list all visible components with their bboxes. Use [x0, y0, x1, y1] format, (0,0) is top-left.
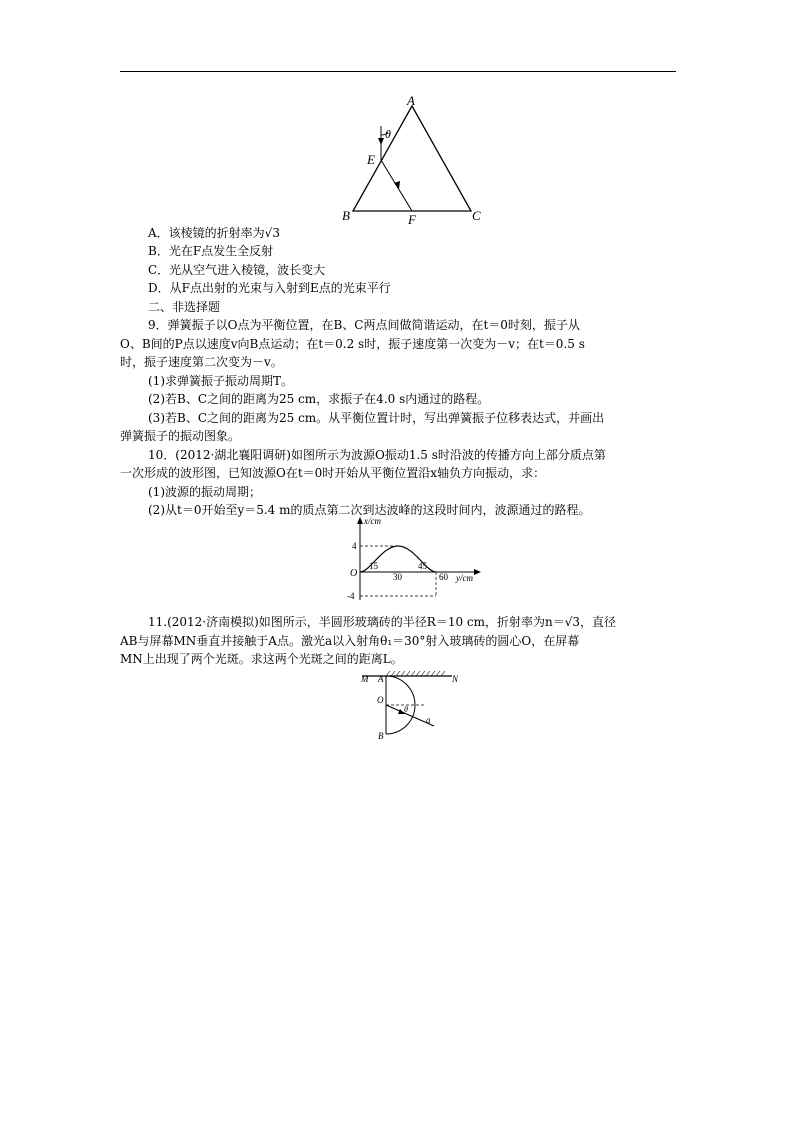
q9-part-1: (1)求弹簧振子振动周期T。 — [148, 374, 294, 388]
x-axis-arrow — [474, 569, 481, 575]
screen-hatch — [386, 671, 445, 676]
origin-label: O — [350, 568, 358, 579]
y-axis-label: x/cm — [364, 516, 381, 526]
tick-neg-4: -4 — [347, 591, 355, 601]
label-c: C — [472, 208, 481, 223]
q10-line-2: 一次形成的波形图，已知波源O在t＝0时开始从平衡位置沿x轴负方向振动，求： — [120, 466, 546, 480]
option-d: D．从F点出射的光束与入射到E点的光束平行 — [148, 281, 391, 295]
tick-15: 15 — [369, 561, 378, 571]
label-theta: θ — [385, 127, 391, 141]
q10-part-1: (1)波源的振动周期； — [148, 485, 261, 499]
q11-line-1: 11.(2012·济南模拟)如图所示，半圆形玻璃砖的半径R＝10 cm，折射率为n＝√3，直径 — [148, 615, 617, 629]
q9-part-3: (3)若B、C之间的距离为25 cm。从平衡位置计时，写出弹簧振子位移表达式，并画出 — [148, 411, 605, 425]
label-a: A — [378, 674, 384, 684]
semicircle — [386, 676, 415, 734]
y-axis-arrow — [357, 517, 363, 524]
q9-part-2: (2)若B、C之间的距离为25 cm，求振子在4.0 s内通过的路程。 — [148, 392, 490, 406]
label-laser-a: a — [426, 715, 431, 725]
tick-4: 4 — [352, 541, 357, 551]
glass-figure — [356, 668, 466, 742]
q11-line-3: MN上出现了两个光斑。求这两个光斑之间的距离L。 — [120, 652, 403, 666]
label-theta: θ — [404, 705, 408, 714]
prism-figure — [330, 92, 500, 227]
option-c: C．光从空气进入棱镜，波长变大 — [148, 263, 326, 277]
option-a: A．该棱镜的折射率为√3 — [148, 226, 280, 240]
tick-30: 30 — [393, 572, 402, 582]
section-heading: 二、非选择题 — [148, 300, 221, 314]
q9-line-2: O、B间的P点以速度v向B点运动；在t＝0.2 s时，振子速度第一次变为－v；在t＝0.5 s — [120, 337, 585, 351]
incident-arrow — [378, 138, 384, 145]
q9-line-1: 9．弹簧振子以O点为平衡位置，在B、C两点间做简谐运动，在t＝0时刻，振子从 — [148, 318, 580, 332]
wave-figure — [338, 516, 488, 602]
x-axis-label: y/cm — [456, 573, 473, 583]
q10-part-2: (2)从t＝0开始至y＝5.4 m的质点第二次到达波峰的这段时间内，波源通过的路程。 — [148, 503, 591, 517]
label-b: B — [378, 731, 384, 741]
q10-line-1: 10．(2012·湖北襄阳调研)如图所示为波源O振动1.5 s时沿波的传播方向上部分质点第 — [148, 448, 606, 462]
label-a: A — [407, 93, 415, 108]
label-n: N — [452, 674, 459, 684]
label-o: O — [377, 695, 384, 705]
label-m: M — [361, 674, 369, 684]
label-b: B — [342, 208, 350, 223]
tick-45: 45 — [418, 561, 427, 571]
label-f: F — [408, 212, 416, 227]
q11-line-2: AB与屏幕MN垂直并接触于A点。激光a以入射角θ₁＝30°射入玻璃砖的圆心O，在屏幕 — [120, 634, 580, 648]
option-b: B．光在F点发生全反射 — [148, 244, 274, 258]
tick-60: 60 — [439, 572, 448, 582]
header-rule — [120, 71, 676, 72]
label-e: E — [367, 152, 375, 167]
q9-part-3-cont: 弹簧振子的振动图象。 — [120, 429, 241, 443]
q9-line-3: 时，振子速度第二次变为－v。 — [120, 355, 283, 369]
